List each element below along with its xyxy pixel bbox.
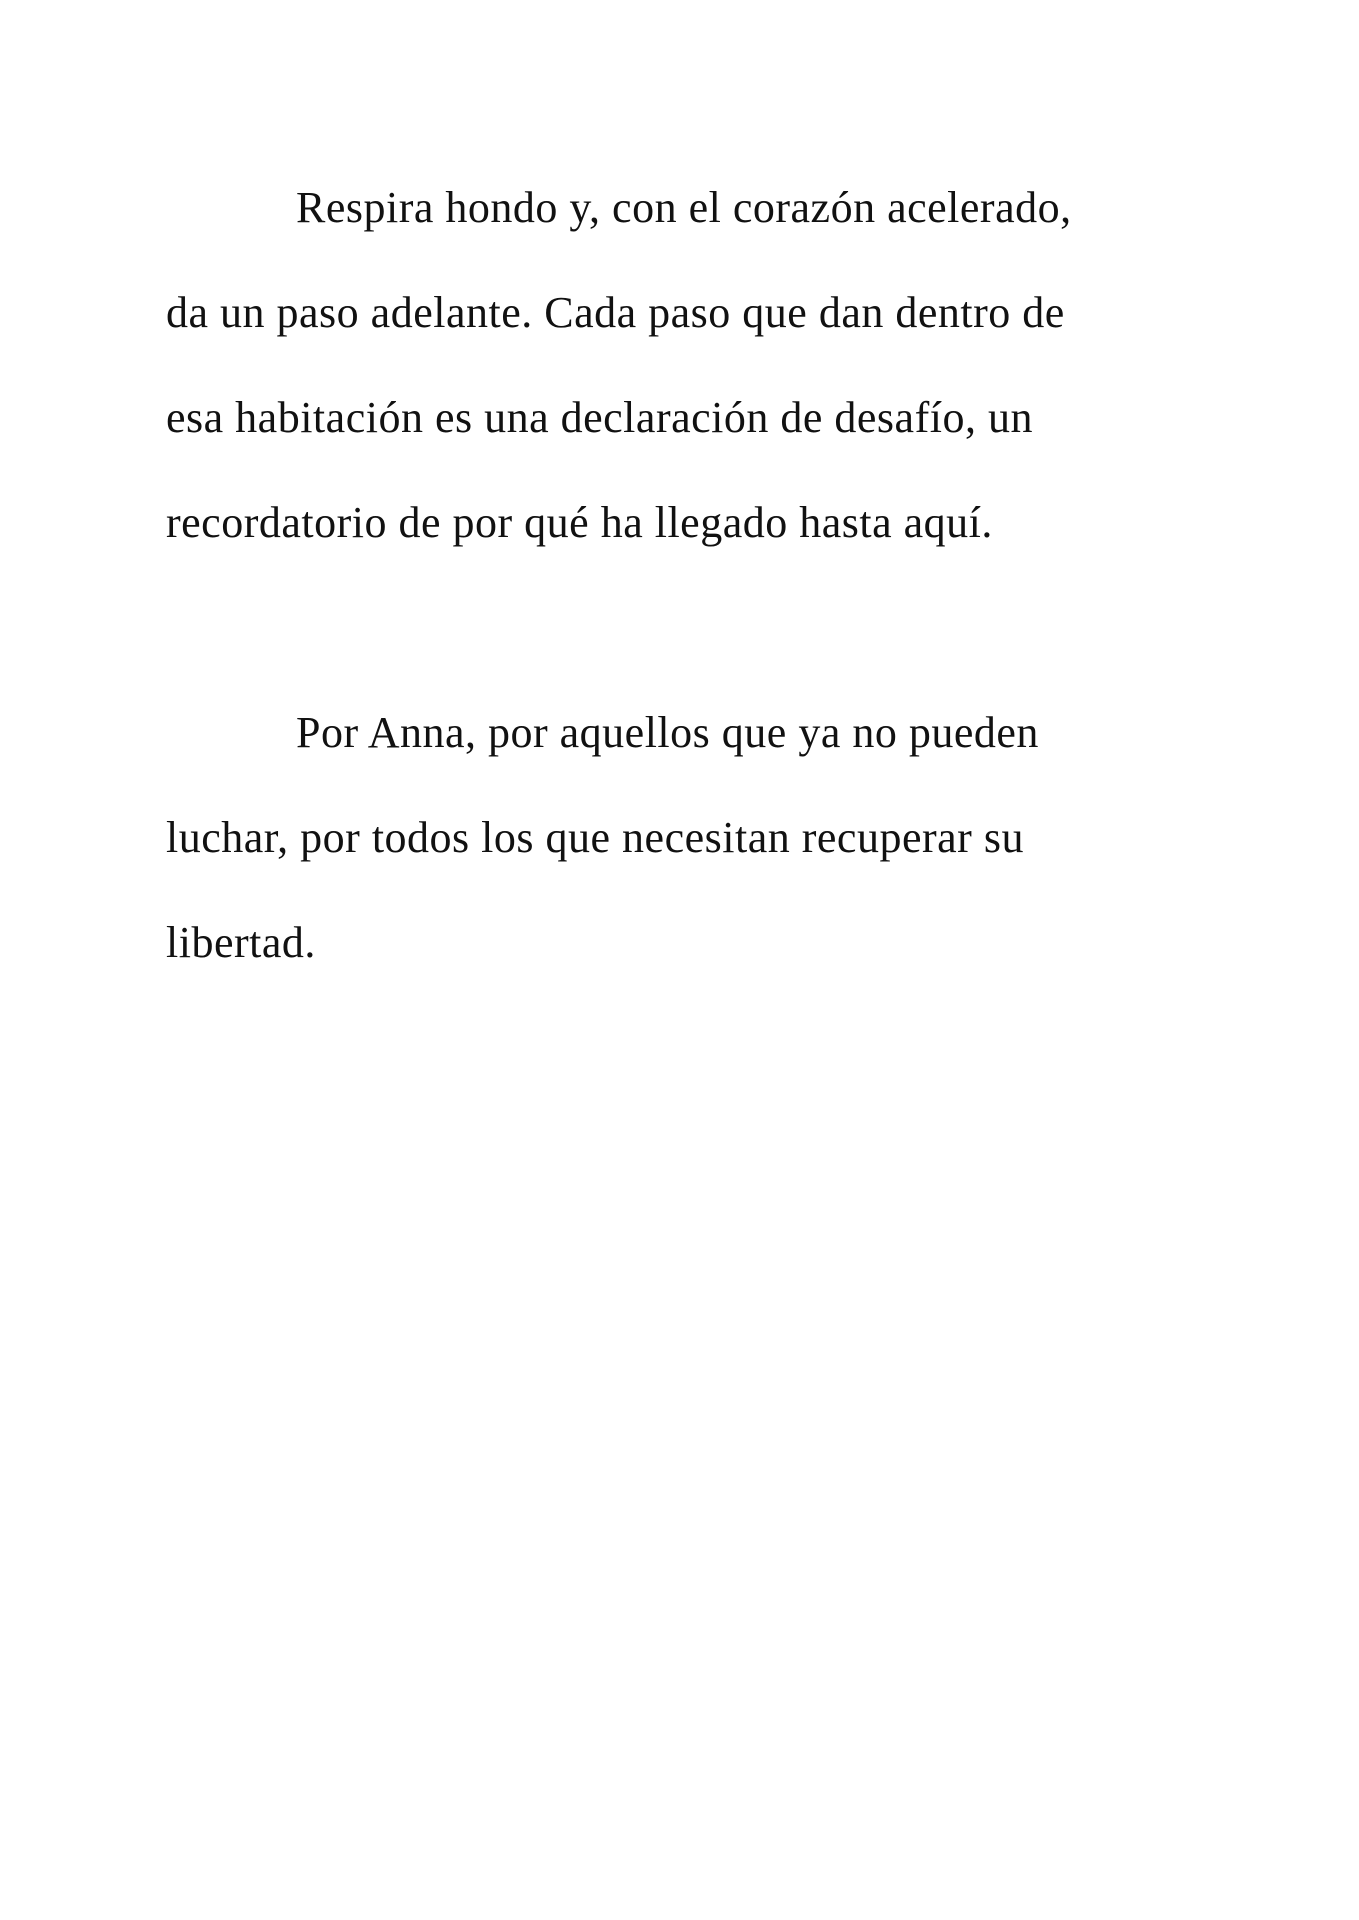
paragraph-line: libertad. xyxy=(166,918,316,967)
paragraph-line: esa habitación es una declaración de desafío, un xyxy=(166,393,1033,442)
paragraph-line: da un paso adelante. Cada paso que dan dentro de xyxy=(166,288,1065,337)
paragraph-line: luchar, por todos los que necesitan recuperar su xyxy=(166,813,1024,862)
paragraph-line: Respira hondo y, con el corazón acelerado, xyxy=(296,183,1072,232)
paragraph-line: Por Anna, por aquellos que ya no pueden xyxy=(296,708,1039,757)
body-text xyxy=(166,155,1206,995)
paragraph-line: recordatorio de por qué ha llegado hasta aquí. xyxy=(166,498,993,547)
paragraph-1 xyxy=(166,155,1206,575)
paragraph-spacer xyxy=(166,575,1206,680)
paragraph-2 xyxy=(166,680,1206,995)
